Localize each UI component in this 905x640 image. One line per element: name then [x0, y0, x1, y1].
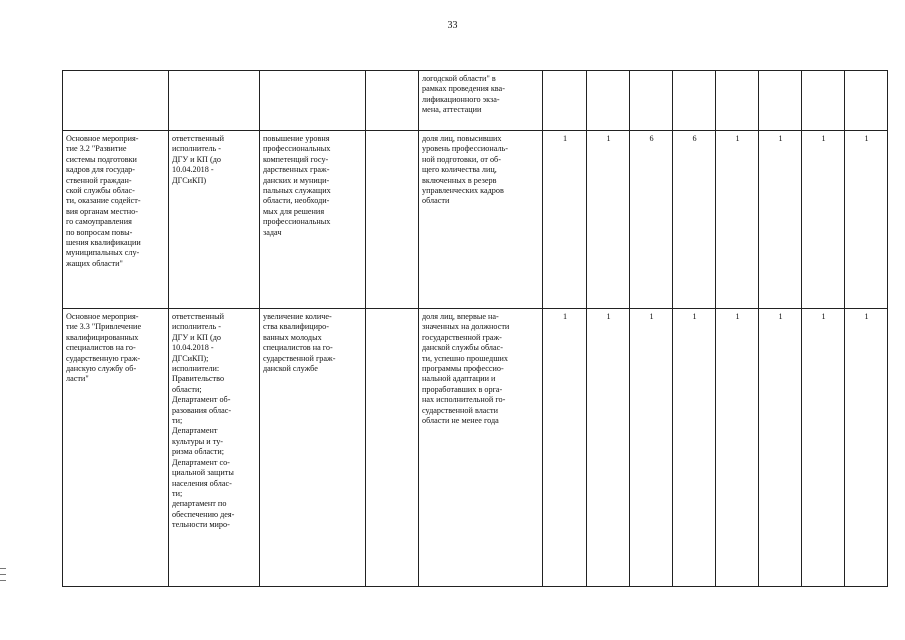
executor-cell: ответственный исполнитель - ДГУ и КП (до 10.04.2018 - ДГСиКП): [169, 131, 260, 309]
blank-cell: [366, 309, 419, 587]
executor-cell: [169, 71, 260, 131]
value-cell: 1: [759, 131, 802, 309]
measure-cell: [63, 71, 169, 131]
value-cell: [587, 71, 630, 131]
value-cell: 1: [845, 131, 888, 309]
result-cell: [260, 71, 366, 131]
indicator-cell: логодской области" в рамках проведения ква- лификационного экза- мена, аттестации: [419, 71, 543, 131]
table-row: [63, 309, 888, 587]
value-cell: 1: [802, 309, 845, 587]
measure-cell: Основное мероприя- тие 3.2 "Развитие системы подготовки кадров для государ- ственной граждан- ской службы облас- ти, оказание содейст- вия органам местно- го самоуправления по вопросам повы- шения квалификации муниципальных слу- жащих области": [63, 131, 169, 309]
value-cell: 1: [587, 309, 630, 587]
value-cell: 1: [802, 131, 845, 309]
value-cell: 1: [543, 131, 587, 309]
value-cell: [802, 71, 845, 131]
page-number: 33: [447, 20, 458, 31]
blank-cell: [366, 131, 419, 309]
value-cell: 1: [845, 309, 888, 587]
value-cell: 1: [716, 131, 759, 309]
result-cell: повышение уровня профессиональных компетенций госу- дарственных граж- данских и муници- пальных служащих области, необходи- мых для решения профессиональных задач: [260, 131, 366, 309]
indicator-cell: доля лиц, повысивших уровень профессиональ- ной подготовки, от об- щего количества лиц, включенных в резерв управленческих кадров области: [419, 131, 543, 309]
table-row: [63, 71, 888, 131]
table-row: [63, 131, 888, 309]
value-cell: [543, 71, 587, 131]
value-cell: 1: [587, 131, 630, 309]
measures-table: [62, 70, 888, 587]
value-cell: 6: [673, 131, 716, 309]
blank-cell: [366, 71, 419, 131]
indicator-cell: доля лиц, впервые на- значенных на должности государственной граж- данской службы облас- ти, успешно прошедших программы профессио- нальной адаптации и проработавших в орга- нах исполнительной го- сударственной власти области не менее года: [419, 309, 543, 587]
value-cell: [630, 71, 673, 131]
value-cell: 1: [630, 309, 673, 587]
value-cell: 1: [716, 309, 759, 587]
value-cell: 1: [759, 309, 802, 587]
measure-cell: Основное мероприя- тие 3.3 "Привлечение квалифицированных специалистов на го- сударственную граж- данскую службу об- ласти": [63, 309, 169, 587]
scan-edge-marks: [0, 568, 6, 586]
value-cell: [759, 71, 802, 131]
value-cell: [716, 71, 759, 131]
executor-cell: ответственный исполнитель - ДГУ и КП (до 10.04.2018 - ДГСиКП); исполнители: Правительство области; Департамент об- разования облас- ти; Департамент культуры и ту- ризма области; Департамент со- циальной защиты населения облас- ти; департамент по обеспечению дея- тельности миро-: [169, 309, 260, 587]
value-cell: 1: [673, 309, 716, 587]
result-cell: увеличение количе- ства квалифициро- ванных молодых специалистов на го- сударственной граж- данской службе: [260, 309, 366, 587]
value-cell: [673, 71, 716, 131]
value-cell: 6: [630, 131, 673, 309]
value-cell: 1: [543, 309, 587, 587]
value-cell: [845, 71, 888, 131]
